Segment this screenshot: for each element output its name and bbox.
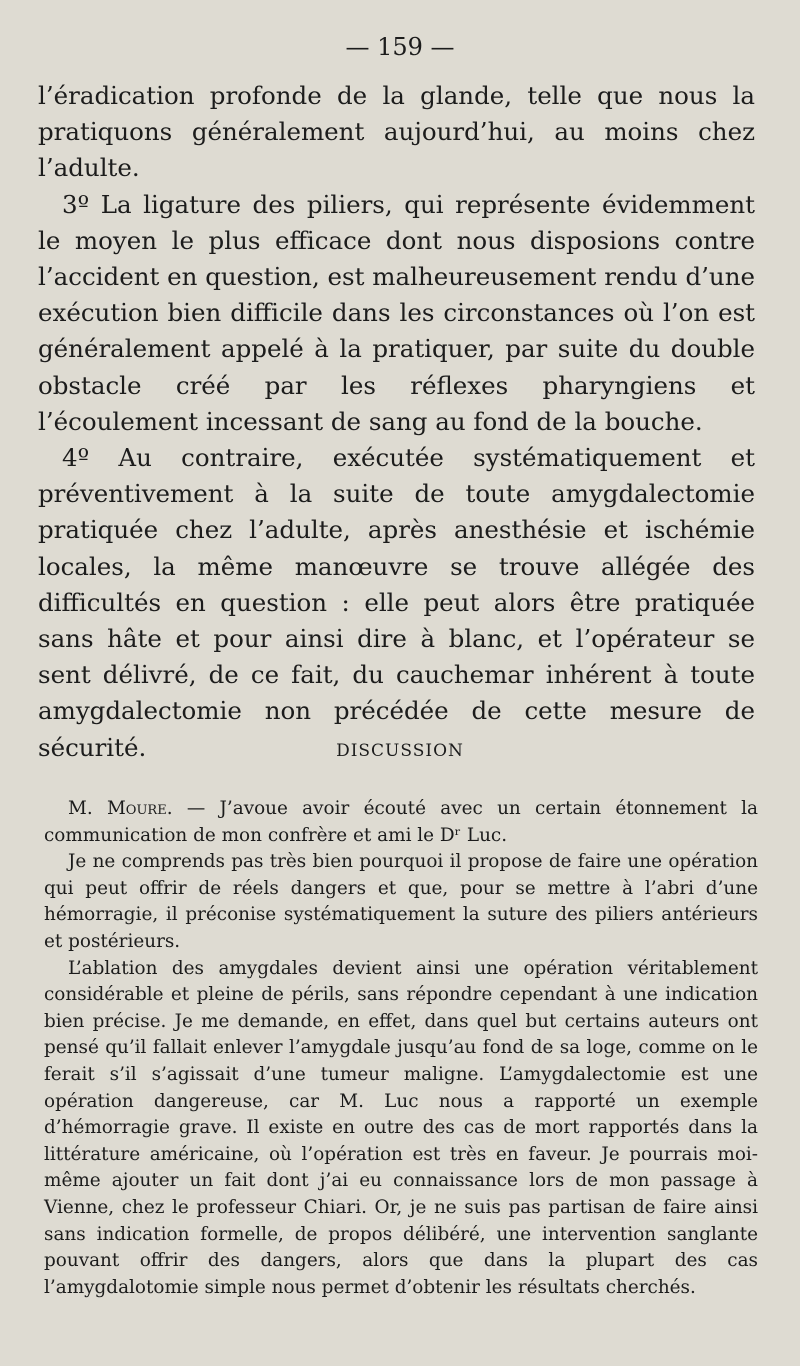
main-text [38, 78, 755, 766]
speaker-statement: — J’avoue avoir écouté avec un certain étonnement la communication de mon confrère et ami le Dʳ Luc. [44, 798, 759, 846]
discussion-heading: DISCUSSION [336, 741, 464, 761]
paragraph-point-3: 3º La ligature des piliers, qui représente évidemment le moyen le plus efficace dont nous disposions contre l’accident en question, est malheureusement rendu d’une exécution bien difficile dans les circonstances où l’on est généralement appelé à la pratiquer, par suite du double obstacle créé par les réflexes pharyngiens et l’écoulement incessant de sang au fond de la bouche. [38, 189, 755, 436]
speaker-name: M. Moure. [68, 798, 173, 819]
discussion-paragraph-2: Je ne comprends pas très bien pourquoi il propose de faire une opération qui peut offrir de réels dangers et que, pour se mettre à l’abri d’une hémorragie, il préconise systématiquement la suture des piliers antérieurs et postérieurs. [44, 851, 758, 952]
discussion-text [44, 796, 758, 1301]
paragraph-point-4: 4º Au contraire, exécutée systématiquement et préventivement à la suite de toute amygdalectomie pratiquée chez l’adulte, après anesthésie et ischémie locales, la même manœuvre se trouve allégée des difficultés en question : elle peut alors être pratiquée sans hâte et pour ainsi dire à blanc, et l’opérateur se sent délivré, de ce fait, du cauchemar inhérent à toute amygdalectomie non précédée de cette mesure de sécurité. [38, 443, 755, 762]
paragraph-eradication: l’éradication profonde de la glande, telle que nous la pratiquons généralement aujourd’hui, au moins chez l’adulte. [38, 81, 755, 183]
discussion-paragraph-moure [44, 796, 758, 849]
discussion-paragraph-3: L’ablation des amygdales devient ainsi une opération véritablement considérable et pleine de périls, sans répondre cependant à une indication bien précise. Je me demande, en effet, dans quel but certains auteurs ont pensé qu’il fallait enlever l’amygdale jusqu’au fond de sa loge, comme on le ferait s’il s’agissait d’une tumeur maligne. L’amygdalectomie est une opération dangereuse, car M. Luc nous a rapporté un exemple d’hémorragie grave. Il existe en outre des cas de mort rapportés dans la littérature américaine, où l’opération est très en faveur. Je pourrais moi-même ajouter un fait dont j’ai eu connaissance lors de mon passage à Vienne, chez le professeur Chiari. Or, je ne suis pas partisan de faire ainsi sans indication formelle, de propos délibéré, une intervention sanglante pouvant offrir des dangers, alors que dans la plupart des cas l’amygdalotomie simple nous permet d’obtenir les résultats cherchés. [44, 957, 758, 1298]
page-number: — 159 — [345, 33, 455, 61]
